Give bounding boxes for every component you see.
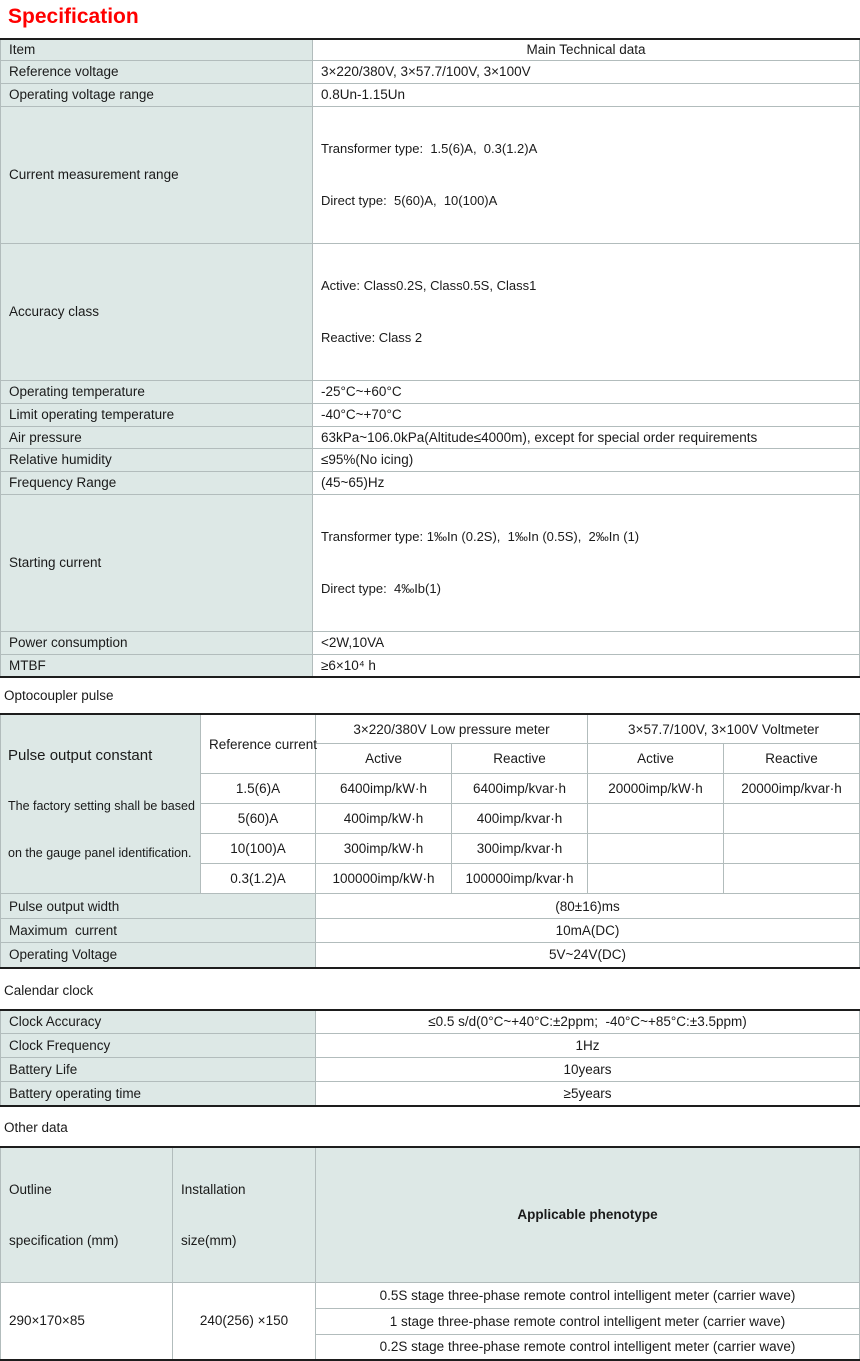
pulse-constant-value: 300imp/kvar·h [452, 834, 588, 864]
table-row [1, 1010, 860, 1034]
calendar-clock-table [0, 1009, 860, 1107]
table-header-row [1, 714, 860, 744]
row-label: Air pressure [1, 426, 313, 448]
row-value: 63kPa~106.0kPa(Altitude≤4000m), except for special order requirements [313, 426, 860, 448]
pulse-constant-value: 100000imp/kW·h [316, 864, 452, 894]
row-label: Current measurement range [1, 106, 313, 243]
row-value-line: Transformer type: 1.5(6)A, 0.3(1.2)A [321, 138, 851, 160]
group-header-low-pressure-meter: 3×220/380V Low pressure meter [316, 714, 588, 744]
reference-current-value: 1.5(6)A [201, 774, 316, 804]
header-outline-specification [1, 1147, 173, 1283]
row-value [313, 243, 860, 380]
row-value: ≥5years [316, 1082, 860, 1106]
sub-header-active: Active [316, 744, 452, 774]
header-line: Outline [9, 1179, 164, 1200]
header-installation-size [173, 1147, 316, 1283]
table-row [1, 448, 860, 471]
row-value: (45~65)Hz [313, 471, 860, 494]
pulse-constant-value [724, 864, 860, 894]
row-value: -25°C~+60°C [313, 380, 860, 403]
row-value-line: Active: Class0.2S, Class0.5S, Class1 [321, 275, 851, 297]
row-label: Relative humidity [1, 448, 313, 471]
section-title-other-data: Other data [4, 1120, 860, 1136]
header-line: specification (mm) [9, 1230, 164, 1251]
pulse-constant-value: 300imp/kW·h [316, 834, 452, 864]
table-row [1, 380, 860, 403]
other-data-table [0, 1146, 860, 1361]
table-row [1, 60, 860, 83]
row-value [313, 106, 860, 243]
pulse-constant-value [724, 804, 860, 834]
phenotype-row: 1 stage three-phase remote control intelligent meter (carrier wave) [316, 1308, 860, 1334]
table-row [1, 631, 860, 654]
section-title-optocoupler-pulse: Optocoupler pulse [4, 688, 860, 704]
row-value-line: Reactive: Class 2 [321, 327, 851, 349]
table-row [1, 106, 860, 243]
table-row [1, 919, 860, 943]
table-row [1, 243, 860, 380]
table-row [1, 1082, 860, 1106]
row-value: ≥6×10⁴ h [313, 654, 860, 677]
reference-current-value: 5(60)A [201, 804, 316, 834]
pulse-output-constant-note: The factory setting shall be based [8, 798, 192, 815]
group-header-voltmeter: 3×57.7/100V, 3×100V Voltmeter [588, 714, 860, 744]
header-value-cell: Main Technical data [313, 39, 860, 60]
table-row [1, 471, 860, 494]
row-label: Limit operating temperature [1, 403, 313, 426]
row-label: Operating Voltage [1, 943, 316, 968]
row-label: Frequency Range [1, 471, 313, 494]
row-value: 10years [316, 1058, 860, 1082]
phenotype-row: 0.5S stage three-phase remote control intelligent meter (carrier wave) [316, 1282, 860, 1308]
installation-size-value: 240(256) ×150 [173, 1282, 316, 1360]
pulse-constant-value [724, 834, 860, 864]
table-row [1, 494, 860, 631]
header-item-cell: Item [1, 39, 313, 60]
pulse-constant-value [588, 834, 724, 864]
section-title-calendar-clock: Calendar clock [4, 983, 860, 999]
row-value: -40°C~+70°C [313, 403, 860, 426]
table-row [1, 943, 860, 968]
table-row [1, 403, 860, 426]
row-value: (80±16)ms [316, 894, 860, 919]
pulse-output-constant-note: on the gauge panel identification. [8, 845, 192, 862]
reference-current-value: 0.3(1.2)A [201, 864, 316, 894]
pulse-constant-value: 20000imp/kW·h [588, 774, 724, 804]
row-value: 5V~24V(DC) [316, 943, 860, 968]
sub-header-reactive: Reactive [452, 744, 588, 774]
table-header-row [1, 1147, 860, 1283]
optocoupler-pulse-table [0, 713, 860, 969]
row-value: 10mA(DC) [316, 919, 860, 943]
table-row [1, 894, 860, 919]
outline-specification-value: 290×170×85 [1, 1282, 173, 1360]
row-label: Starting current [1, 494, 313, 631]
row-label: Reference voltage [1, 60, 313, 83]
row-label: Battery operating time [1, 1082, 316, 1106]
row-label: Accuracy class [1, 243, 313, 380]
table-header-row [1, 39, 860, 60]
row-value-line: Direct type: 5(60)A, 10(100)A [321, 190, 851, 212]
row-label: Maximum current [1, 919, 316, 943]
sub-header-active: Active [588, 744, 724, 774]
header-line: size(mm) [181, 1230, 307, 1251]
pulse-constant-value: 6400imp/kvar·h [452, 774, 588, 804]
pulse-constant-value: 400imp/kW·h [316, 804, 452, 834]
row-label: Operating voltage range [1, 83, 313, 106]
row-value: ≤95%(No icing) [313, 448, 860, 471]
main-technical-table [0, 38, 860, 678]
reference-current-header: Reference current [201, 714, 316, 774]
row-label: Pulse output width [1, 894, 316, 919]
row-label: Power consumption [1, 631, 313, 654]
header-applicable-phenotype: Applicable phenotype [316, 1147, 860, 1283]
row-value [313, 494, 860, 631]
row-value: 0.8Un-1.15Un [313, 83, 860, 106]
header-line: Installation [181, 1179, 307, 1200]
pulse-output-constant-title: Pulse output constant [8, 746, 192, 766]
reference-current-value: 10(100)A [201, 834, 316, 864]
pulse-output-constant-cell [1, 714, 201, 894]
pulse-constant-value [588, 864, 724, 894]
pulse-constant-value: 100000imp/kvar·h [452, 864, 588, 894]
sub-header-reactive: Reactive [724, 744, 860, 774]
row-value-line: Transformer type: 1‰In (0.2S), 1‰In (0.5S), 2‰In (1) [321, 526, 851, 548]
table-row [1, 83, 860, 106]
row-label: Battery Life [1, 1058, 316, 1082]
table-row [1, 1282, 860, 1308]
row-value: 3×220/380V, 3×57.7/100V, 3×100V [313, 60, 860, 83]
row-label: MTBF [1, 654, 313, 677]
pulse-constant-value: 6400imp/kW·h [316, 774, 452, 804]
pulse-constant-value: 20000imp/kvar·h [724, 774, 860, 804]
row-label: Operating temperature [1, 380, 313, 403]
table-row [1, 1058, 860, 1082]
row-label: Clock Frequency [1, 1034, 316, 1058]
pulse-constant-value: 400imp/kvar·h [452, 804, 588, 834]
row-value: <2W,10VA [313, 631, 860, 654]
table-row [1, 426, 860, 448]
row-value: ≤0.5 s/d(0°C~+40°C:±2ppm; -40°C~+85°C:±3.5ppm) [316, 1010, 860, 1034]
table-row [1, 1034, 860, 1058]
table-row [1, 654, 860, 677]
phenotype-row: 0.2S stage three-phase remote control intelligent meter (carrier wave) [316, 1334, 860, 1360]
row-value: 1Hz [316, 1034, 860, 1058]
row-value-line: Direct type: 4‰Ib(1) [321, 578, 851, 600]
pulse-constant-value [588, 804, 724, 834]
page-title: Specification [0, 0, 860, 38]
row-label: Clock Accuracy [1, 1010, 316, 1034]
